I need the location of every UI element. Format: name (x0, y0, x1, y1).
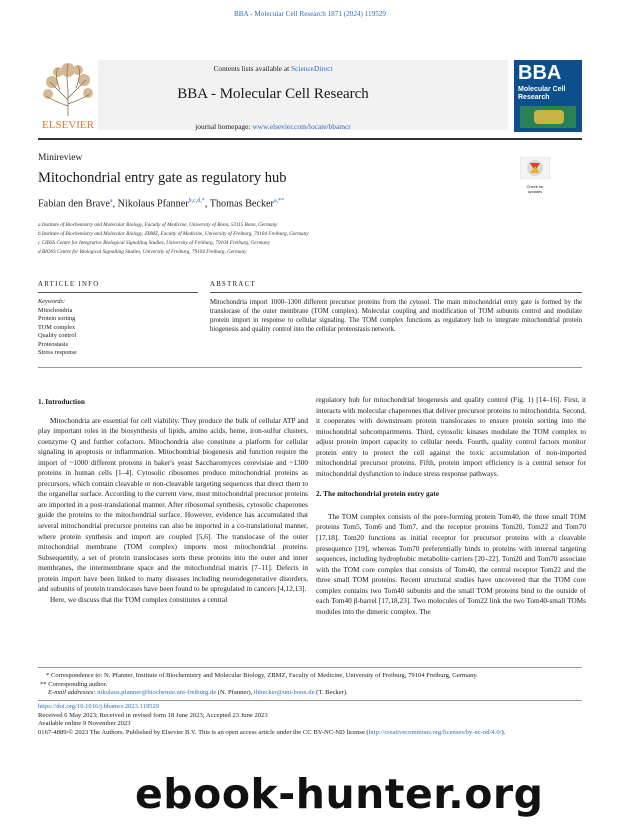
affiliation: a Institute of Biochemistry and Molecular Biology, Faculty of Medicine, University of Bonn, 53115 Bonn, Germany (38, 222, 278, 228)
cover-artwork-detail (534, 110, 564, 124)
email-link-becker[interactable]: thbecker@uni-bonn.de (254, 689, 315, 696)
right-paragraph: regulatory hub for mitochondrial biogenesis and quality control (Fig. 1) [14–16]. First, it interacts with molecular chaperones that deliver precursor proteins to mitochondria. Second, it cooperates with downstream protein translocases to ensure protein sorting into the mitochondrial subcompartments. Third, cytosolic kinases modulate the TOM complex to adjust protein import capacity to cellular needs. Fourth, quality control factors monitor protein entry to protect the cell against the toxic accumulation of non-imported mitochondrial precursor proteins. Fifth, protein import efficiency is a central sensor for mitochondrial dysfunction to induce stress response pathways. (316, 395, 586, 478)
author-name[interactable]: Nikolaus Pfanner (117, 198, 189, 210)
doi-rule (38, 700, 582, 701)
section-1-heading: 1. Introduction (38, 397, 85, 406)
abstract-text: Mitochondria import 1000–1300 different precursor proteins from the cytosol. The main mitochondrial entry gate is formed by the translocase of the outer membrane (TOM complex). Molecular coupling and modification of TOM subunits control and modulate protein import in response to cellular signaling. The TOM complex functions as regulatory hub to integrate mitochondrial protein biogenesis and quality control into the cellular proteostasis network. (210, 299, 582, 333)
license-text: 0167-4889/© 2023 The Authors. Published by Elsevier B.V. This is an open access article under the CC BY-NC-ND license ( (38, 728, 369, 736)
online-date: Available online 9 November 2023 (38, 720, 131, 727)
cover-title: BBA (518, 62, 562, 84)
email-owner: (T. Becker). (314, 689, 348, 696)
license-line (38, 729, 582, 738)
affiliation: d BIOSS Centre for Biological Signalling Studies, University of Freiburg, 79104 Freiburg, Germany (38, 249, 247, 255)
keyword: Mitochondria (38, 306, 73, 314)
left-column (38, 397, 308, 605)
author-affil-ref[interactable]: b,c,d,* (188, 198, 205, 204)
author-list: Fabian den Brave$^a$, Nikolaus Pfanner$^{b,c,d,*}$, Thomas Becker$^{a,**}$ (38, 198, 285, 210)
journal-homepage (38, 122, 508, 131)
cover-subtitle: Molecular Cell Research (518, 86, 566, 101)
journal-cover[interactable] (514, 60, 582, 132)
running-head[interactable]: BBA - Molecular Cell Research 1871 (2024) 119529 (233, 10, 387, 18)
keyword: Proteostasis (38, 340, 69, 348)
crossmark-label: Check for updates (526, 184, 544, 194)
journal-name: BBA - Molecular Cell Research (177, 86, 369, 102)
contents-line (38, 64, 508, 73)
email-line (38, 689, 582, 698)
homepage-link[interactable]: www.elsevier.com/locate/bbamcr (252, 122, 351, 131)
author-affil-ref[interactable]: a (109, 198, 113, 204)
article-title: Mitochondrial entry gate as regulatory hub (38, 170, 287, 186)
article-type: Minireview (38, 153, 83, 163)
footnote-rule (38, 667, 582, 668)
license-suffix: ). (501, 728, 506, 736)
email-label: E-mail addresses: (48, 689, 98, 696)
publication-info (38, 703, 582, 737)
keyword: Protein sorting (38, 315, 76, 322)
author-name[interactable]: Thomas Becker (209, 198, 274, 210)
footnotes (38, 672, 582, 698)
header-rule (38, 138, 582, 140)
keywords-block (38, 298, 77, 358)
corresponding-author-note: ** Corresponding author. (40, 680, 108, 688)
correspondence-note: * Correspondence to: N. Pfanner, Institute of Biochemistry and Molecular Biology, ZBMZ, Faculty of Medicine, University of Freiburg, 79104 Freiburg, Germany. (46, 672, 478, 679)
homepage-prefix: journal homepage: (195, 122, 253, 131)
doi-link[interactable]: https://doi.org/10.1016/j.bbamcr.2023.119529 (38, 703, 160, 710)
email-link-pfanner[interactable]: nikolaus.pfanner@biochemie.uni-freiburg.de (97, 689, 217, 696)
sciencedirect-link[interactable]: ScienceDirect (291, 64, 333, 73)
crossmark-badge[interactable] (520, 157, 550, 194)
keyword: Stress response (38, 349, 77, 356)
author-affil-ref[interactable]: a,** (273, 198, 285, 204)
info-rule (38, 292, 198, 293)
affiliation: b Institute of Biochemistry and Molecular Biology, ZBMZ, Faculty of Medicine, University of Freiburg, 79104 Freiburg, Germany (38, 231, 309, 237)
affiliation: c CIBSS Centre for Integrative Biological Signalling Studies, University of Freiburg, 79104 Freiburg, Germany (38, 240, 270, 246)
section-2-heading: 2. The mitochondrial protein entry gate (316, 489, 439, 499)
author-name[interactable]: Fabian den Brave (38, 198, 110, 210)
publisher-wordmark: ELSEVIER (42, 119, 94, 130)
right-column (316, 395, 586, 617)
email-owner: (N. Pfanner), (216, 689, 255, 696)
section-2-paragraph: The TOM complex consists of the pore-forming protein Tom40, the three small TOM proteins Tom5, Tom6 and Tom7, and the receptor proteins Tom20, Tom22 and Tom70 [17,18]. Tom20 functions as initial receptor for precursor proteins with a cleavable presequence [19], whereas Tom70 preferentially binds to proteins with internal targeting sequences, including hydrophobic metabolite carriers [20–22]. Tom20 and Tom70 associate with the TOM core complex that consists of Tom40, the central receptor Tom22 and the three small TOM proteins. Recent structural studies have uncovered that the TOM core complex contains two Tom40 subunits and the small TOM proteins bind to the outside of each Tom40 β-barrel [17,18,23]. Two molecules of Tom22 link the two Tom40-small TOMs modules into the dimeric complex. The (316, 511, 586, 616)
crossmark-icon (520, 157, 550, 179)
abstract-rule (210, 292, 582, 293)
contents-prefix: Contents lists available at (213, 64, 292, 73)
section-1-paragraph: Here, we discuss that the TOM complex constitutes a central (50, 594, 228, 604)
keyword: TOM complex (38, 323, 76, 331)
front-matter-rule (38, 367, 582, 368)
keyword: Quality control (38, 332, 77, 339)
abstract-header: ABSTRACT (210, 281, 256, 288)
article-info-header: ARTICLE INFO (38, 281, 100, 288)
watermark-text: ebook-hunter.org (135, 770, 544, 818)
keywords-label: Keywords: (38, 298, 66, 305)
section-1-paragraph: Mitochondria are essential for cell viability. They produce the bulk of cellular ATP and play important roles in the biosynthesis of lipids, amino acids, heme, iron-sulfur clusters, coenzyme Q and further cofactors. Mitochondria also constitute a platform for cellular signaling in apoptosis or inflammation. Mitochondrial biogenesis and function require the import of ~1000 different proteins in baker's yeast Saccharomyces cerevisiae and ~1300 proteins in human cells [1–4]. Cytosolic ribosomes produce mitochondrial proteins as precursors, which contain cleavable or non-cleavable targeting sequences that direct them to the organellar surface. According to the current view, most mitochondrial precursor proteins are imported in a post-translational manner. After ribosomal synthesis, cytosolic chaperones guide the proteins to the mitochondrial surface. However, evidence has accumulated that several mitochondrial precursor proteins can also be imported in a co-translational manner, where protein synthesis and import are coupled [5,6]. The translocase of the outer mitochondrial membrane (TOM complex) imports most mitochondrial proteins. Subsequently, a set of protein translocases sorts these proteins into the outer and inner membranes, the intermembrane space and the mitochondrial matrix [7–11]. Defects in protein import have been linked to many diseases including neurodegenerative disorders, and subunits of protein translocases have been found to be upregulated in cancers [4,12,13]. (38, 415, 308, 594)
received-dates: Received 6 May 2023; Received in revised form 18 June 2023; Accepted 23 June 2023 (38, 711, 268, 719)
license-link[interactable]: http://creativecommons.org/licenses/by-nc-nd/4.0/ (368, 728, 502, 736)
